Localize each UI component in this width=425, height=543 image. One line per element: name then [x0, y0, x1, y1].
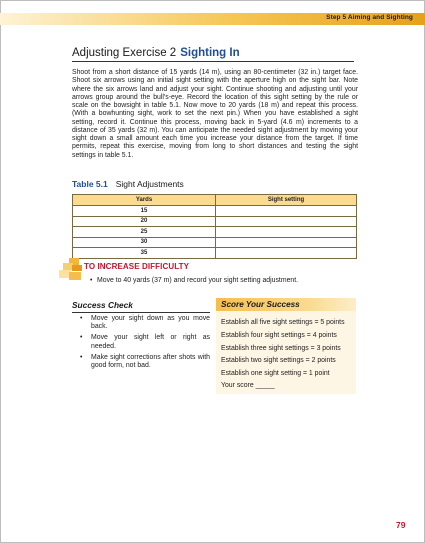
success-check-rule [72, 312, 210, 313]
score-line: Establish all five sight settings = 5 points [221, 319, 345, 326]
score-total-line: Your score _____ [221, 382, 275, 389]
exercise-title-prefix: Adjusting Exercise 2 [72, 47, 177, 59]
score-your-success-box [216, 298, 356, 394]
table-cell-yards: 15 [73, 206, 216, 217]
table-header-yards: Yards [73, 195, 216, 206]
score-title: Score Your Success [221, 300, 300, 309]
score-line: Establish four sight settings = 4 points [221, 332, 337, 339]
bullet-icon: • [80, 315, 83, 322]
table-header-row [73, 195, 357, 206]
score-line: Establish two sight settings = 2 points [221, 357, 336, 364]
success-check-item-text: Move your sight down as you move back. [91, 315, 210, 331]
stair-blocks-icon [59, 258, 83, 282]
success-check-list [80, 315, 210, 373]
score-line: Establish three sight settings = 3 points [221, 345, 341, 352]
table-cell-sight-setting[interactable] [216, 216, 357, 227]
table-number: Table 5.1 [72, 179, 108, 189]
list-item [80, 334, 210, 350]
exercise-body-text: Shoot from a short distance of 15 yards (14 m), using an 80-centimeter (32 in.) target face. Shoot six arrows using an initial sight setting with the aperture high on the sight bar. Note where the six arrows land and adjust your sight. Continue shooting and adjusting until your arrows group around the bull's-eye. Record the location of this sight setting by the rule or scale on the bowsight in table 5.1. Now move to 20 yards (18 m) and repeat this process. (With a bowhunting sight, work to set the next pin.) When you have established a sight setting, record it. Continue this process, moving back in 5-yard (4.6 m) increments to a distance of 35 yards (32 m). You can anticipate the needed sight adjustment by moving your sight down a small amount each time you increase your distance from the target. If time permits, repeat this exercise, moving from long to short distances and testing the sight settings in table 5.1. [72, 69, 358, 159]
table-cell-yards: 25 [73, 227, 216, 238]
exercise-title-highlight: Sighting In [180, 47, 240, 59]
table-row [73, 227, 357, 238]
success-check-item-text: Make sight corrections after shots with good form, not bad. [91, 353, 210, 370]
increase-difficulty-item-text: Move to 40 yards (37 m) and record your sight setting adjustment. [97, 277, 299, 284]
bullet-icon: • [80, 353, 83, 361]
table-cell-sight-setting[interactable] [216, 227, 357, 238]
increase-difficulty-item [90, 277, 299, 284]
table-cell-sight-setting[interactable] [216, 206, 357, 217]
bullet-icon: • [80, 334, 83, 342]
table-cell-yards: 30 [73, 237, 216, 248]
list-item [80, 315, 210, 331]
table-row [73, 237, 357, 248]
table-row [73, 216, 357, 227]
increase-difficulty-title: TO INCREASE DIFFICULTY [84, 262, 190, 271]
success-check-item-text: Move your sight left or right as needed. [91, 334, 210, 350]
table-caption [72, 179, 184, 189]
table-row [73, 248, 357, 259]
list-item [80, 354, 210, 370]
table-title: Sight Adjustments [115, 179, 184, 189]
exercise-title-rule [72, 61, 354, 62]
success-check-title: Success Check [72, 300, 133, 310]
bullet-icon: • [90, 277, 93, 284]
sight-adjustments-table [72, 194, 357, 259]
table-cell-yards: 35 [73, 248, 216, 259]
exercise-title [72, 47, 240, 59]
table-row [73, 206, 357, 217]
page-number: 79 [396, 520, 406, 530]
table-cell-yards: 20 [73, 216, 216, 227]
table-cell-sight-setting[interactable] [216, 248, 357, 259]
table-cell-sight-setting[interactable] [216, 237, 357, 248]
chapter-header-title: Step 5 Aiming and Sighting [326, 14, 413, 21]
table-header-sight-setting: Sight setting [216, 195, 357, 206]
score-line: Establish one sight setting = 1 point [221, 370, 330, 377]
